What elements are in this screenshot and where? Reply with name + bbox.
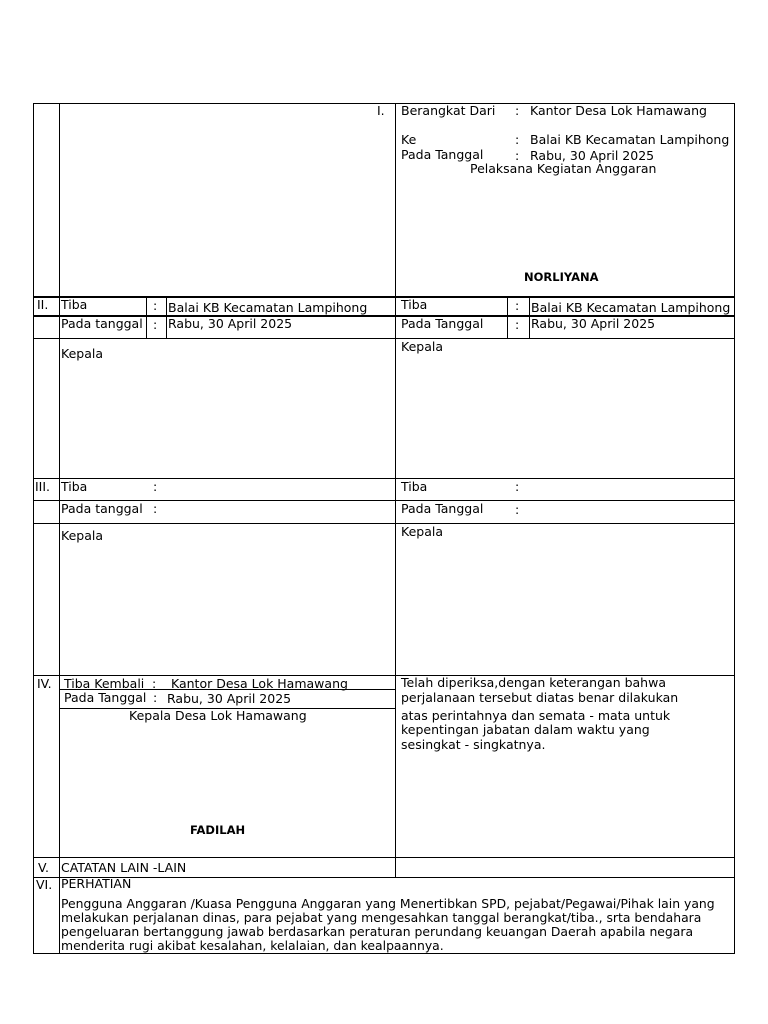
colon: : <box>152 676 157 691</box>
statement-line: perjalanaan tersebut diatas benar dilakukan <box>401 690 679 705</box>
colon: : <box>515 103 520 118</box>
signatory-name: NORLIYANA <box>524 270 599 284</box>
colon: : <box>153 690 158 705</box>
date-value: Rabu, 30 April 2025 <box>531 316 656 331</box>
colon: : <box>153 317 158 332</box>
date-value: Rabu, 30 April 2025 <box>168 316 293 331</box>
section-number: VI. <box>36 877 53 892</box>
depart-value: Kantor Desa Lok Hamawang <box>530 103 707 118</box>
statement-line: atas perintahnya dan semata - mata untuk <box>401 708 671 723</box>
head-label: Kepala <box>61 346 103 361</box>
statement-line: sesingkat - singkatnya. <box>401 737 546 752</box>
to-value: Balai KB Kecamatan Lampihong <box>530 132 730 147</box>
colon: : <box>153 501 158 516</box>
to-label: Ke <box>401 132 417 147</box>
section-number: IV. <box>37 676 52 691</box>
role-title: Pelaksana Kegiatan Anggaran <box>470 161 657 176</box>
statement-line: kepentingan jabatan dalam waktu yang <box>401 722 650 737</box>
colon: : <box>153 479 158 494</box>
colon: : <box>515 132 520 147</box>
date-label: Pada Tanggal <box>64 690 147 705</box>
return-value: Kantor Desa Lok Hamawang <box>171 676 348 691</box>
date-label: Pada Tanggal <box>401 501 484 516</box>
attention-line: menderita rugi akibat kesalahan, kelalaian, dan kealpaannya. <box>61 938 444 953</box>
colon: : <box>153 298 158 313</box>
depart-label: Berangkat Dari <box>401 103 496 118</box>
arrive-label: Tiba <box>401 479 428 494</box>
head-label: Kepala <box>61 528 103 543</box>
role-title: Kepala Desa Lok Hamawang <box>129 708 307 723</box>
arrive-value: Balai KB Kecamatan Lampihong <box>531 300 731 315</box>
section-number: III. <box>35 479 51 494</box>
colon: : <box>515 502 520 517</box>
date-label: Pada tanggal <box>61 316 143 331</box>
attention-label: PERHATIAN <box>61 876 132 891</box>
return-label: Tiba Kembali <box>64 676 145 691</box>
colon: : <box>515 317 520 332</box>
arrive-label: Tiba <box>61 297 88 312</box>
colon: : <box>515 298 520 313</box>
head-label: Kepala <box>401 524 443 539</box>
arrive-label: Tiba <box>61 479 88 494</box>
date-label: Pada Tanggal <box>401 316 484 331</box>
section-number: II. <box>37 297 49 312</box>
date-label: Pada Tanggal <box>401 147 484 162</box>
attention-line: melakukan perjalanan dinas, para pejabat yang mengesahkan tanggal berangkat/tiba., srta bendahara <box>61 910 702 925</box>
section-number: I. <box>377 103 385 118</box>
head-label: Kepala <box>401 339 443 354</box>
date-label: Pada tanggal <box>61 501 143 516</box>
section-number: V. <box>38 860 49 875</box>
date-value: Rabu, 30 April 2025 <box>530 148 655 163</box>
attention-line: pengeluaran bertanggung jawab berdasarkan peraturan perundang keuangan Daerah apabila negara <box>61 924 694 939</box>
arrive-label: Tiba <box>401 297 428 312</box>
signatory-name: FADILAH <box>190 823 246 837</box>
date-value: Rabu, 30 April 2025 <box>167 691 292 706</box>
colon: : <box>515 479 520 494</box>
attention-line: Pengguna Anggaran /Kuasa Pengguna Anggaran yang Menertibkan SPD, pejabat/Pegawai/Pihak lain yang <box>61 896 715 911</box>
notes-label: CATATAN LAIN -LAIN <box>61 860 187 875</box>
statement-line: Telah diperiksa,dengan keterangan bahwa <box>401 675 666 690</box>
arrive-value: Balai KB Kecamatan Lampihong <box>168 300 368 315</box>
colon: : <box>515 148 520 163</box>
